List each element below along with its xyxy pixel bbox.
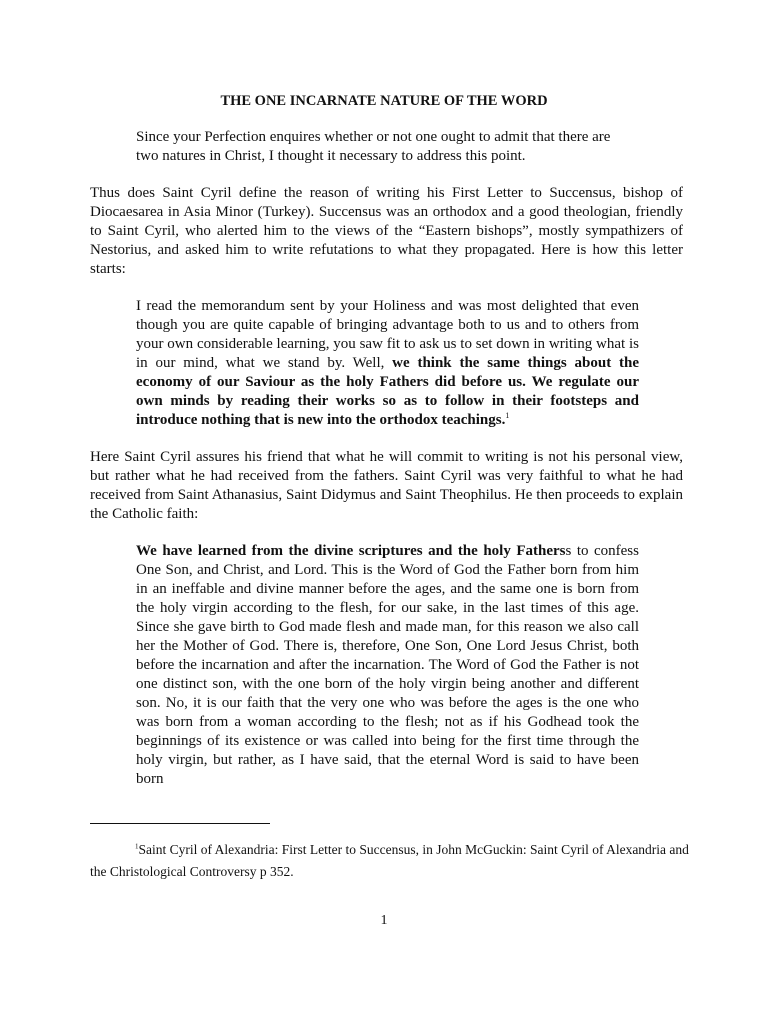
block-quote-3: [136, 542, 639, 789]
quote3-plain-text: s to confess One Son, and Christ, and Lord. This is the Word of God the Father born from him in an ineffable and divine manner before the ages, and the same one is born from the holy virgin according to the flesh, for our sake, in the last times of this age. Since she gave birth to God made flesh and made man, for this reason we also call her the Mother of God. There is, therefore, One Son, One Lord Jesus Christ, both before the incarnation and after the incarnation. The Word of God the Father is not one distinct son, with the one born of the holy virgin being another and different son. No, it is our faith that the very one who was before the ages is the one who was born from a woman according to the flesh; not as if his Godhead took the beginnings of its existence or was called into being for the first time through the holy virgin, but rather, as I have said, that the eternal Word is said to have been born: [136, 543, 639, 787]
footnote-reference[interactable]: 1: [505, 411, 510, 420]
document-title: THE ONE INCARNATE NATURE OF THE WORD: [220, 93, 548, 109]
paragraph-1: Thus does Saint Cyril define the reason of writing his First Letter to Succensus, bishop of Diocaesarea in Asia Minor (Turkey). Succensus was an orthodox and a good theologian, friendly to Saint Cyril, who alerted him to the views of the “Eastern bishops”, mostly sympathizers of Nestorius, and asked him to write refutations to what they propagated. Here is how this letter starts:: [90, 185, 683, 277]
footnote: [90, 839, 690, 883]
opening-quote: Since your Perfection enquires whether or not one ought to admit that there are two natures in Christ, I thought it necessary to address this point.: [136, 129, 611, 164]
footnote-divider: [90, 823, 270, 824]
block-quote-2: [136, 297, 639, 430]
quote2-plain-text: I read the memorandum sent by your Holiness and was most delighted that even though you are quite capable of bringing advantage both to us and to others from your own considerable learning, you saw fit to ask us to set down in writing what is in our mind, what we stand by. Well,: [136, 298, 639, 371]
footnote-text: Saint Cyril of Alexandria: First Letter to Succensus, in John McGuckin: Saint Cyril of Alexandria and the Christological Controversy p 352.: [90, 842, 689, 879]
paragraph-2: Here Saint Cyril assures his friend that what he will commit to writing is not his personal view, but rather what he had received from the fathers. Saint Cyril was very faithful to what he had received from Saint Athanasius, Saint Didymus and Saint Theophilus. He then proceeds to explain the Catholic faith:: [90, 449, 683, 522]
quote3-bold-text: We have learned from the divine scriptures and the holy Fathers: [136, 543, 566, 559]
footnote-mark: 1: [135, 842, 139, 851]
quote2-bold-text: we think the same things about the economy of our Saviour as the holy Fathers did before us. We regulate our own minds by reading their works so as to follow in their footsteps and introduce nothing that is new into the orthodox teachings.: [136, 355, 639, 428]
page-number: 1: [380, 913, 388, 928]
